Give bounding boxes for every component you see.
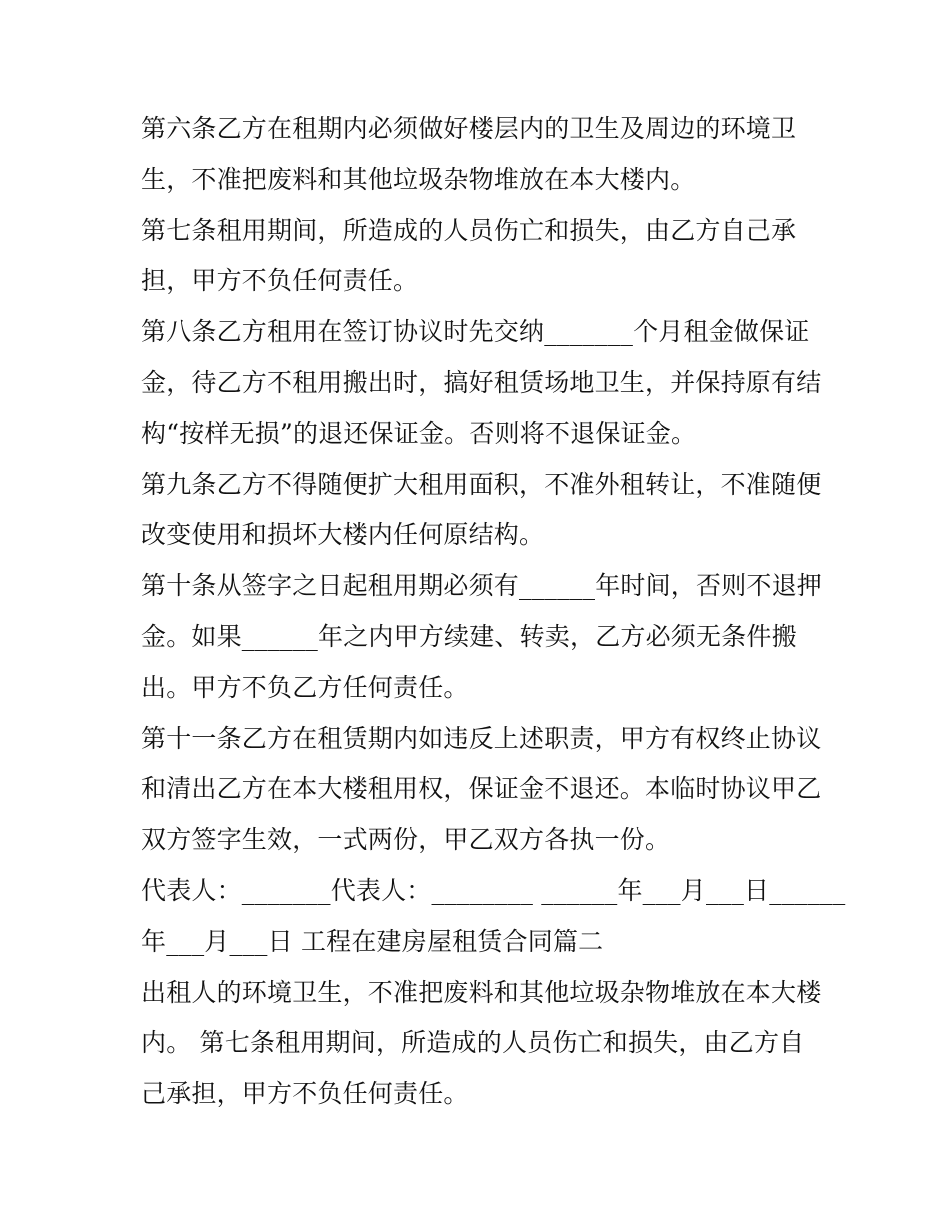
- text-line: 第十条从签字之日起租用期必须有______年时间，否则不退押: [141, 571, 823, 601]
- document-body: [141, 104, 846, 1120]
- text-line: 第七条租用期间，所造成的人员伤亡和损失，由乙方自己承: [141, 215, 797, 245]
- text-line: 第九条乙方不得随便扩大租用面积，不准外租转让，不准随便: [141, 469, 822, 499]
- date-and-section-title-line: 年___月___日 工程在建房屋租赁合同篇二: [141, 926, 604, 956]
- text-line: 第六条乙方在租期内必须做好楼层内的卫生及周边的环境卫: [141, 114, 797, 143]
- text-line: 改变使用和损坏大楼内任何原结构。: [141, 520, 545, 550]
- text-line: 构“按样无损”的退还保证金。否则将不退保证金。: [141, 418, 697, 448]
- text-line: 出。甲方不负乙方任何责任。: [141, 672, 469, 702]
- signature-line: 代表人：_______代表人：________ ______年___月___日______: [141, 875, 846, 905]
- text-line: 担，甲方不负任何责任。: [141, 266, 419, 296]
- text-line: 生，不准把废料和其他垃圾杂物堆放在本大楼内。: [141, 164, 696, 194]
- text-line: 金。如果______年之内甲方续建、转卖，乙方必须无条件搬: [141, 621, 797, 651]
- text-line: 金，待乙方不租用搬出时，搞好租赁场地卫生，并保持原有结: [141, 367, 822, 397]
- text-line: 第十一条乙方在租赁期内如违反上述职责，甲方有权终止协议: [141, 723, 822, 753]
- text-line: 和清出乙方在本大楼租用权，保证金不退还。本临时协议甲乙: [141, 774, 822, 804]
- text-line: 内。 第七条租用期间，所造成的人员伤亡和损失，由乙方自: [141, 1028, 805, 1058]
- text-line: 双方签字生效，一式两份，甲乙双方各执一份。: [141, 825, 671, 855]
- text-line: 出租人的环境卫生，不准把废料和其他垃圾杂物堆放在本大楼: [141, 977, 822, 1007]
- text-line: 己承担，甲方不负任何责任。: [141, 1079, 469, 1109]
- text-line: 第八条乙方租用在签订协议时先交纳_______个月租金做保证: [141, 317, 810, 347]
